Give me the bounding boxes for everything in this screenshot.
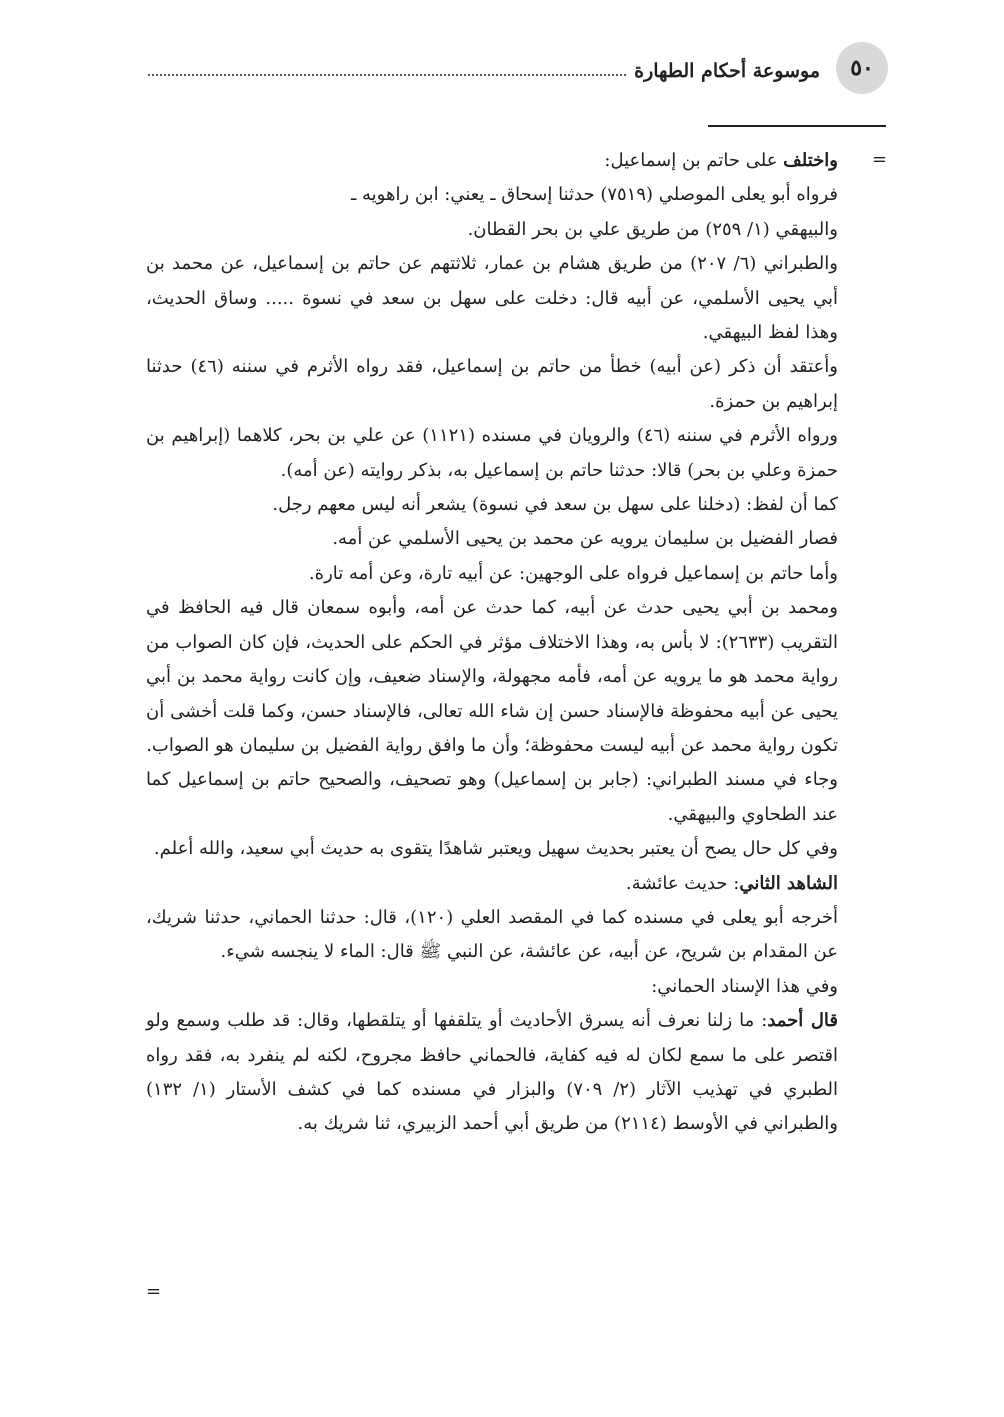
paragraph-text: وأما حاتم بن إسماعيل فرواه على الوجهين: عن أبيه تارة، وعن أمه تارة.	[308, 562, 838, 584]
paragraph-text: أخرجه أبو يعلى في مسنده كما في المقصد العلي (١٢٠)، قال: حدثنا الحماني، حدثنا شريك، عن المقدام بن شريح، عن أبيه، عن عائشة، عن النبي ﷺ قال: الماء لا ينجسه شيء.	[146, 906, 838, 963]
running-title: موسوعة أحكام الطهارة	[634, 60, 820, 82]
paragraph-lead: قال أحمد	[767, 1010, 838, 1032]
footnote-paragraph	[146, 1004, 838, 1142]
footnote-paragraph	[146, 557, 838, 591]
footnote-paragraph	[146, 213, 838, 247]
footnote-paragraph	[146, 970, 838, 1004]
paragraph-text: وفي كل حال يصح أن يعتبر بحديث سهيل ويعتبر شاهدًا يتقوى به حديث أبي سعيد، والله أعلم.	[153, 838, 838, 860]
paragraph-text: ومحمد بن أبي يحيى حدث عن أبيه، كما حدث عن أمه، وأبوه سمعان قال فيه الحافظ في التقريب (٢٦٣٣): لا بأس به، وهذا الاختلاف مؤثر في الحكم على الحديث، فإن كان الصواب من رواية محمد هو ما يرويه عن أمه، فأمه مجهولة، والإسناد ضعيف، وإن كانت رواية محمد بن أبي يحيى عن أبيه محفوظة فالإسناد حسن إن شاء الله تعالى، فالإسناد حسن، وكما قلت أخشى أن تكون رواية محمد عن أبيه ليست محفوظة؛ وأن ما وافق رواية الفضيل بن سليمان هو الصواب.	[146, 597, 839, 756]
paragraph-text: وأعتقد أن ذكر (عن أبيه) خطأ من حاتم بن إسماعيل، فقد رواه الأثرم في سننه (٤٦) حدثنا إبراهيم بن حمزة.	[146, 356, 839, 412]
footnote-paragraph	[146, 419, 838, 488]
footnote-paragraph	[146, 522, 838, 556]
continuation-mark-top: =	[872, 149, 888, 170]
paragraph-text: ورواه الأثرم في سننه (٤٦) والرويان في مسنده (١١٢١) عن علي بن بحر، كلاهما (إبراهيم بن حمزة وعلي بن بحر) قالا: حدثنا حاتم بن إسماعيل به، بذكر روايته (عن أمه).	[146, 425, 838, 481]
footnote-paragraph	[146, 867, 838, 901]
paragraph-text: : ما زلنا نعرف أنه يسرق الأحاديث أو يتلقفها أو يتلقطها، وقال: قد طلب وسمع ولو اقتصر على ما سمع لكان له فيه كفاية، فالحماني حافظ مجروح، لكنه لم ينفرد به، فقد رواه الطبري في تهذيب الآثار (٢/ ٧٠٩) والبزار في مسنده كما في كشف الأستار (١/ ١٣٢) والطبراني في الأوسط (٢١١٤) من طريق أبي أحمد الزبيري، ثنا شريك به.	[146, 1010, 838, 1135]
footnote-paragraph	[146, 247, 838, 350]
footnote-paragraph	[146, 350, 838, 419]
footnote-paragraph	[146, 901, 838, 970]
footnote-paragraph	[146, 144, 838, 178]
page-number: ٥٠	[836, 42, 888, 94]
footnote-separator-rule	[708, 125, 886, 127]
footnote-paragraph	[146, 763, 838, 832]
paragraph-text: على حاتم بن إسماعيل:	[604, 150, 784, 171]
footnote-body	[146, 144, 838, 1142]
footnote-paragraph	[146, 832, 838, 866]
paragraph-text: كما أن لفظ: (دخلنا على سهل بن سعد في نسوة) يشعر أنه ليس معهم رجل.	[272, 494, 838, 516]
running-header	[148, 56, 828, 86]
paragraph-text: وجاء في مسند الطبراني: (جابر بن إسماعيل) وهو تصحيف، والصحيح حاتم بن إسماعيل كما عند الطحاوي والبيهقي.	[146, 769, 838, 825]
continuation-mark-bottom: =	[146, 1281, 162, 1302]
paragraph-text: وفي هذا الإسناد الحماني:	[651, 975, 838, 997]
paragraph-lead: الشاهد الثاني	[739, 872, 838, 894]
header-dotted-leader	[148, 74, 626, 76]
footnote-paragraph	[146, 178, 838, 212]
paragraph-text: : حديث عائشة.	[625, 872, 740, 894]
paragraph-text: والبيهقي (١/ ٢٥٩) من طريق علي بن بحر القطان.	[467, 218, 838, 240]
footnote-paragraph	[146, 488, 838, 522]
paragraph-text: والطبراني (٦/ ٢٠٧) من طريق هشام بن عمار، ثلاثتهم عن حاتم بن إسماعيل، عن محمد بن أبي يحيى الأسلمي، عن أبيه قال: دخلت على سهل بن سعد في نسوة ..... وساق الحديث، وهذا لفظ البيهقي.	[146, 253, 838, 344]
paragraph-lead: واختلف	[783, 150, 838, 171]
footnote-paragraph	[146, 591, 838, 763]
paragraph-text: فرواه أبو يعلى الموصلي (٧٥١٩) حدثنا إسحاق ـ يعني: ابن راهويه ـ	[351, 184, 838, 206]
paragraph-text: فصار الفضيل بن سليمان يرويه عن محمد بن يحيى الأسلمي عن أمه.	[332, 528, 838, 550]
